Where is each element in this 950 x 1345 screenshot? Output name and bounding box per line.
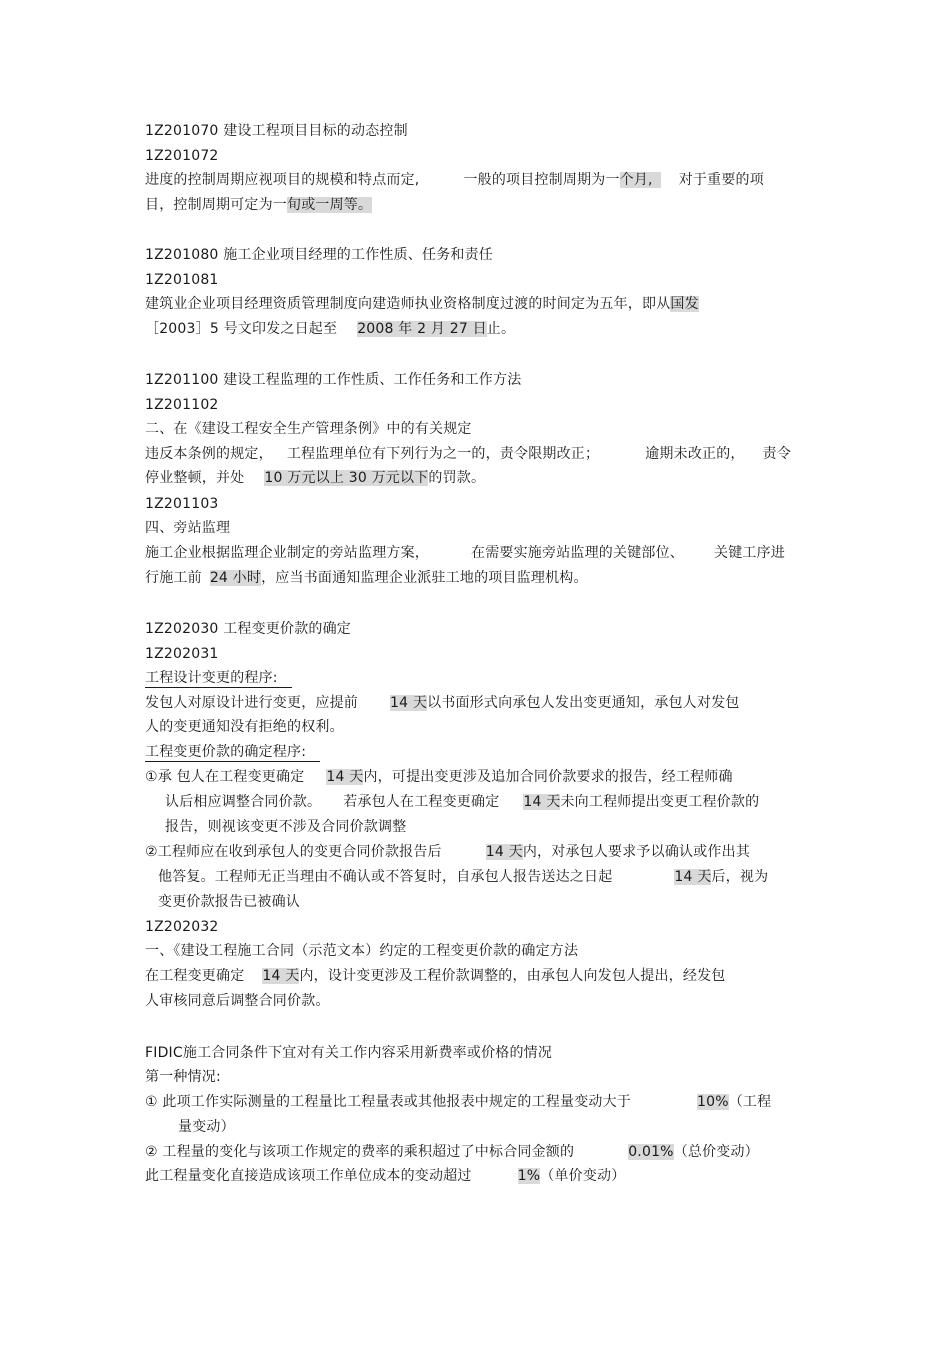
highlight: 周等。 <box>329 197 373 213</box>
list-item-continued: 他答复。工程师无正当理由不确认或不答复时，自承包人报告送达之日起 14 天后，视为 <box>158 869 769 885</box>
section-code: 1Z202031 <box>145 646 219 662</box>
list-item: ① 此项工作实际测量的工程量比工程量表或其他报表中规定的工程量变动大于 10%（工程 <box>145 1094 772 1110</box>
subheading: 一、《建设工程施工合同（示范文本）约定的工程变更价款的确定方法 <box>145 943 579 959</box>
paragraph-line: 目，控制周期可定为一旬或一周等。 <box>145 197 373 213</box>
list-item-continued: 量变动） <box>178 1119 235 1135</box>
paragraph-line: 行施工前 24 小时，应当书面通知监理企业派驻工地的项目监理机构。 <box>145 570 588 586</box>
section-code: 1Z201102 <box>145 397 219 413</box>
highlight: 14 天 <box>523 794 561 810</box>
list-item: ②工程师应在收到承包人的变更合同价款报告后 14 天内，对承包人要求予以确认或作出其 <box>145 844 751 860</box>
paragraph-line: 人的变更通知没有拒绝的权利。 <box>145 719 344 735</box>
highlight: 10 万元以上 30 万元以下 <box>264 470 429 486</box>
subheading: 工程设计变更的程序: <box>145 668 292 688</box>
paragraph-line: 在工程变更确定 14 天内，设计变更涉及工程价款调整的，由承包人向发包人提出，经发包 <box>145 968 726 984</box>
section-code: 1Z201081 <box>145 272 219 288</box>
list-item-continued: 认后相应调整合同价款。 若承包人在工程变更确定 14 天未向工程师提出变更工程价款的 <box>165 794 760 810</box>
paragraph-line: 进度的控制周期应视项目的规模和特点而定, 一般的项目控制周期为一个月, 对于重要的项 <box>145 172 764 188</box>
section-heading: FIDIC施工合同条件下宜对有关工作内容采用新费率或价格的情况 <box>145 1045 553 1061</box>
section-heading: 1Z202030 工程变更价款的确定 <box>145 621 351 637</box>
section-heading: 1Z201070 建设工程项目目标的动态控制 <box>145 123 408 139</box>
paragraph-line: 建筑业企业项目经理资质管理制度向建造师执业资格制度过渡的时间定为五年，即从国发 <box>145 296 699 312</box>
highlight: 0.01% <box>628 1144 674 1160</box>
subheading: 二、在《建设工程安全生产管理条例》中的有关规定 <box>145 421 472 437</box>
highlight: 个月, <box>620 172 661 188</box>
list-item: ①承 包人在工程变更确定 14 天内，可提出变更涉及追加合同价款要求的报告，经工程师确 <box>145 769 733 785</box>
subheading: 四、旁站监理 <box>145 520 231 536</box>
highlight: 14 天 <box>390 695 428 711</box>
paragraph-line: 发包人对原设计进行变更，应提前 14 天以书面形式向承包人发出变更通知，承包人对发包 <box>145 695 740 711</box>
paragraph-line: 施工企业根据监理企业制定的旁站监理方案， 在需要实施旁站监理的关键部位、 关键工序进 <box>145 545 785 561</box>
highlight: 24 小时 <box>209 570 262 586</box>
paragraph-line: 人审核同意后调整合同价款。 <box>145 993 330 1009</box>
list-item: ② 工程量的变化与该项工作规定的费率的乘积超过了中标合同金额的 0.01%（总价变动） <box>145 1144 759 1160</box>
highlight: 旬或一 <box>287 197 330 213</box>
section-code: 1Z202032 <box>145 919 219 935</box>
highlight: 14 天 <box>326 769 364 785</box>
highlight: 14 天 <box>262 968 300 984</box>
highlight: 国发 <box>670 296 699 312</box>
section-heading: 1Z201080 施工企业项目经理的工作性质、任务和责任 <box>145 247 493 263</box>
paragraph-line: 停业整顿，并处 10 万元以上 30 万元以下的罚款。 <box>145 470 486 486</box>
highlight: 14 天 <box>485 844 523 860</box>
paragraph-line: 违反本条例的规定， 工程监理单位有下列行为之一的，责令限期改正； 逾期未改正的， 责令 <box>145 446 792 462</box>
section-heading: 1Z201100 建设工程监理的工作性质、工作任务和工作方法 <box>145 372 522 388</box>
subheading: 第一种情况: <box>145 1069 221 1085</box>
paragraph-line: ［2003］5 号文印发之日起至 2008 年 2 月 27 日止。 <box>145 321 516 337</box>
paragraph-line: 此工程量变化直接造成该项工作单位成本的变动超过 1%（单价变动） <box>145 1168 626 1184</box>
highlight: 14 天 <box>674 869 712 885</box>
highlight: 2008 年 2 月 27 日 <box>357 321 487 337</box>
subheading: 工程变更价款的确定程序: <box>145 742 320 762</box>
section-code: 1Z201072 <box>145 148 219 164</box>
list-item-continued: 报告，则视该变更不涉及合同价款调整 <box>165 819 407 835</box>
list-item-continued: 变更价款报告已被确认 <box>158 894 300 910</box>
highlight: 10% <box>697 1094 729 1110</box>
highlight: 1% <box>517 1168 541 1184</box>
section-code: 1Z201103 <box>145 496 219 512</box>
